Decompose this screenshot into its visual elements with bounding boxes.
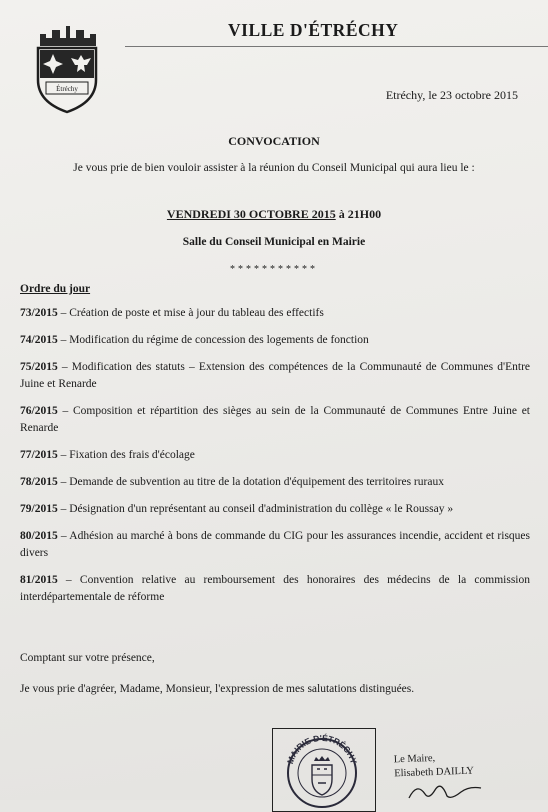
- meeting-day: VENDREDI 30 OCTOBRE 2015: [166, 207, 336, 221]
- closing-line: Comptant sur votre présence,: [20, 652, 155, 664]
- agenda-item: [20, 332, 530, 349]
- agenda-heading: Ordre du jour: [20, 283, 91, 295]
- agenda-item-number: 77/2015: [20, 449, 58, 461]
- signer-name: Elisabeth DAILLY: [394, 765, 475, 780]
- town-crest-logo: [26, 22, 108, 116]
- agenda-item-text: – Composition et répartition des sièges au sein de la Communauté de Communes Entre Juine et Renarde: [20, 405, 530, 434]
- agenda-item-number: 73/2015: [20, 307, 58, 319]
- agenda-item: [20, 403, 530, 437]
- agenda-item-text: – Demande de subvention au titre de la dotation d'équipement des territoires ruraux: [57, 476, 444, 488]
- agenda-item-text: – Adhésion au marché à bons de commande du CIG pour les assurances incendie, accident et risques divers: [20, 530, 530, 559]
- meeting-time: à 21H00: [335, 207, 382, 221]
- agenda-item: [20, 572, 530, 606]
- agenda-item-number: 80/2015: [20, 530, 58, 542]
- agenda-item-text: – Désignation d'un représentant au conseil d'administration du collège « le Roussay »: [57, 503, 454, 515]
- meeting-place: Salle du Conseil Municipal en Mairie: [182, 236, 366, 248]
- agenda-item: [20, 305, 530, 322]
- agenda-item-number: 78/2015: [20, 476, 58, 488]
- header-divider: [125, 46, 548, 47]
- agenda-item-number: 76/2015: [20, 405, 58, 417]
- intro-text: Je vous prie de bien vouloir assister à la réunion du Conseil Municipal qui aura lieu le :: [73, 162, 475, 174]
- agenda-item-number: 79/2015: [20, 503, 58, 515]
- crest-label: Étréchy: [56, 85, 78, 93]
- agenda-item-text: – Modification des statuts – Extension des compétences de la Communauté de Communes d'Entre Juine et Renarde: [20, 361, 530, 390]
- agenda-item-text: – Convention relative au remboursement des honoraires des médecins de la commission interdépartementale de réforme: [20, 574, 530, 603]
- document-title: CONVOCATION: [228, 134, 320, 148]
- signer-block: [394, 751, 475, 782]
- town-title: VILLE D'ÉTRÉCHY: [228, 20, 399, 40]
- agenda-list: [20, 305, 530, 616]
- handwritten-signature: [405, 778, 485, 802]
- meeting-datetime: [0, 207, 548, 222]
- mairie-stamp-seal: [280, 731, 364, 809]
- agenda-item-number: 74/2015: [20, 334, 58, 346]
- agenda-item-number: 81/2015: [20, 574, 58, 586]
- place-date: Etréchy, le 23 octobre 2015: [385, 88, 518, 102]
- salutation-line: Je vous prie d'agréer, Madame, Monsieur, l'expression de mes salutations distinguées.: [20, 683, 415, 695]
- agenda-item: [20, 501, 530, 518]
- agenda-item-text: – Fixation des frais d'écolage: [57, 449, 195, 461]
- agenda-item: [20, 359, 530, 393]
- agenda-item-text: – Création de poste et mise à jour du tableau des effectifs: [57, 307, 324, 319]
- agenda-item-number: 75/2015: [20, 361, 58, 373]
- separator-stars: ***********: [230, 264, 318, 275]
- signer-role: Le Maire,: [393, 752, 436, 766]
- svg-text:MAIRIE D'ÉTRÉCHY: MAIRIE D'ÉTRÉCHY: [284, 732, 360, 766]
- agenda-item: [20, 447, 530, 464]
- agenda-item: [20, 474, 530, 491]
- agenda-item: [20, 528, 530, 562]
- agenda-item-text: – Modification du régime de concession des logements de fonction: [57, 334, 369, 346]
